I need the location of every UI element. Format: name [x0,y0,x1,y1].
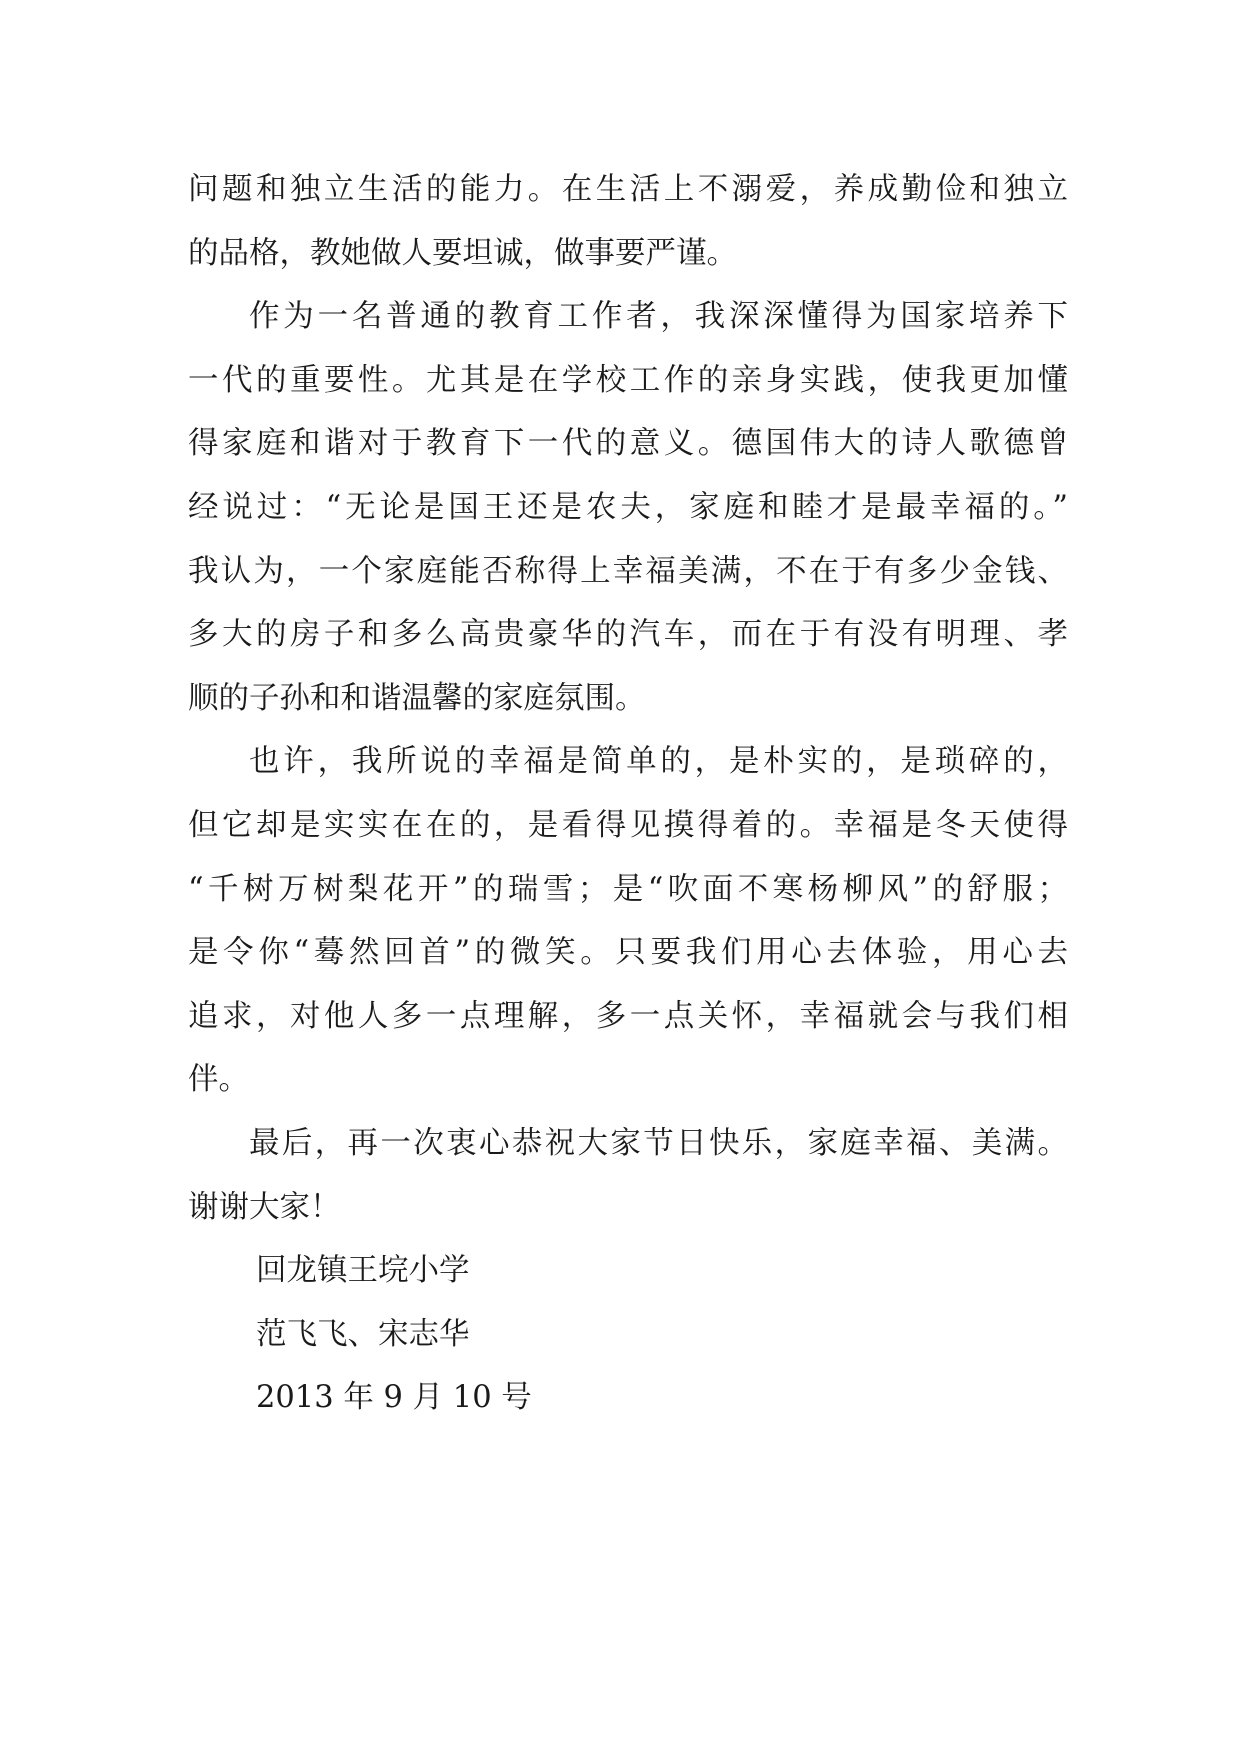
text-line: 但它却是实实在在的，是看得见摸得着的。幸福是冬天使得 [188,807,1068,843]
text-line: 也许，我所说的幸福是简单的，是朴实的，是琐碎的， [249,744,1068,780]
text-line: 是令你“蓦然回首”的微笑。只要我们用心去体验，用心去 [188,935,1068,971]
text-line: 最后，再一次衷心恭祝大家节日快乐，家庭幸福、美满。 [249,1125,1068,1161]
text-line: 顺的子孙和和谐温馨的家庭氛围。 [188,680,646,716]
signature-date: 2013 年 9 月 10 号 [256,1380,532,1416]
document-body [188,158,1068,1430]
text-line: 我认为，一个家庭能否称得上幸福美满，不在于有多少金钱、 [188,553,1068,589]
text-line: 作为一名普通的教育工作者，我深深懂得为国家培养下 [249,299,1068,335]
text-line: 得家庭和谐对于教育下一代的意义。德国伟大的诗人歌德曾 [188,426,1068,462]
text-line: 的品格，教她做人要坦诚，做事要严谨。 [188,235,737,271]
text-line: 经说过：“无论是国王还是农夫，家庭和睦才是最幸福的。” [188,489,1068,525]
signature-block [188,1239,1068,1430]
signature-school: 回龙镇王垸小学 [256,1253,470,1289]
paragraph-1 [188,158,1068,285]
text-line: 谢谢大家！ [188,1189,341,1225]
text-line: 伴。 [188,1062,249,1098]
text-line: “千树万树梨花开”的瑞雪；是“吹面不寒杨柳风”的舒服； [188,871,1068,907]
text-line: 追求，对他人多一点理解，多一点关怀，幸福就会与我们相 [188,998,1068,1034]
text-line: 多大的房子和多么高贵豪华的汽车，而在于有没有明理、孝 [188,617,1068,653]
paragraph-4 [188,1112,1068,1239]
signature-authors: 范飞飞、宋志华 [256,1316,470,1352]
paragraph-3 [188,730,1068,1112]
text-line: 问题和独立生活的能力。在生活上不溺爱，养成勤俭和独立 [188,172,1068,207]
paragraph-2 [188,285,1068,730]
text-line: 一代的重要性。尤其是在学校工作的亲身实践，使我更加懂 [188,362,1068,398]
